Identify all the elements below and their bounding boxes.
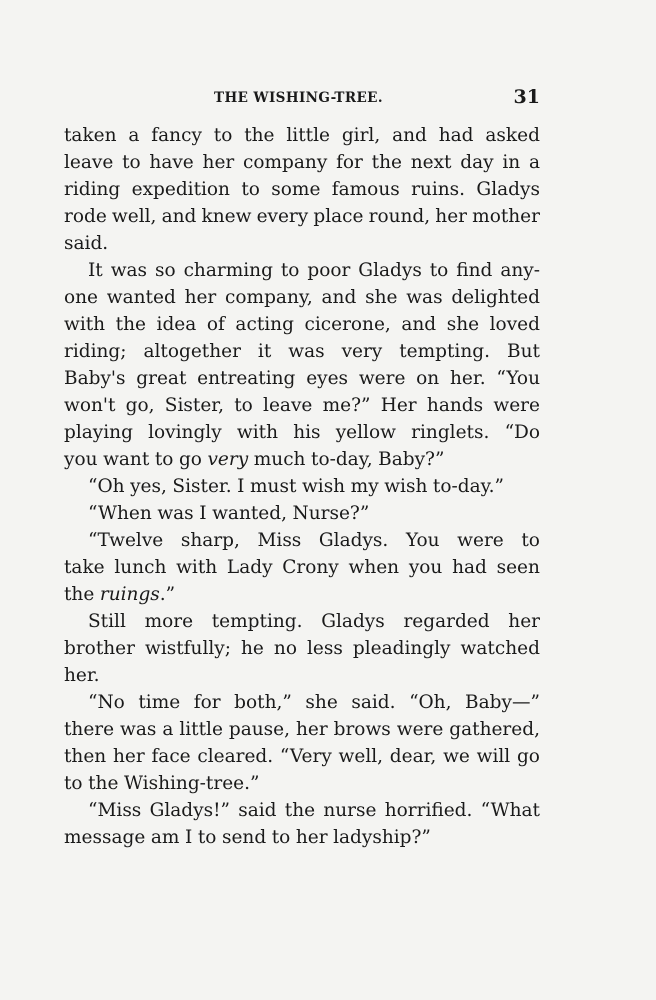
text-line: riding expedition to some famous ruins. Gladys	[64, 179, 540, 200]
text-line: taken a fancy to the little girl, and had asked	[64, 125, 540, 146]
text-line: said.	[64, 233, 109, 254]
text-line: the ruings.”	[64, 584, 176, 605]
text-line: riding; altogether it was very tempting. But	[64, 341, 540, 362]
text-line: leave to have her company for the next day in a	[64, 152, 540, 173]
text-line: “When was I wanted, Nurse?”	[88, 503, 370, 524]
text-line: there was a little pause, her brows were gathered,	[64, 719, 540, 740]
text-line: her.	[64, 665, 100, 686]
text-line: playing lovingly with his yellow ringlets. “Do	[64, 422, 540, 443]
text-line: It was so charming to poor Gladys to find any-	[88, 260, 540, 281]
text-line: Baby's great entreating eyes were on her. “You	[64, 368, 540, 389]
text-line: message am I to send to her ladyship?”	[64, 827, 431, 848]
body-text	[64, 122, 540, 851]
text-line: one wanted her company, and she was delighted	[64, 287, 540, 308]
text-line: you want to go very much to-day, Baby?”	[64, 449, 445, 470]
text-line: won't go, Sister, to leave me?” Her hands were	[64, 395, 540, 416]
text-line: take lunch with Lady Crony when you had seen	[64, 557, 540, 578]
text-line: “Miss Gladys!” said the nurse horrified. “What	[88, 800, 540, 821]
text-line: then her face cleared. “Very well, dear, we will go	[64, 746, 540, 767]
text-line: with the idea of acting cicerone, and she loved	[64, 314, 540, 335]
text-line: to the Wishing-tree.”	[64, 773, 260, 794]
text-line: “Oh yes, Sister. I must wish my wish to-day.”	[88, 476, 504, 497]
text-line: “No time for both,” she said. “Oh, Baby—”	[88, 692, 540, 713]
page-number: 31	[513, 86, 540, 108]
text-line: “Twelve sharp, Miss Gladys. You were to	[88, 530, 540, 551]
running-header	[64, 86, 540, 112]
text-line: brother wistfully; he no less pleadingly watched	[64, 638, 540, 659]
text-line: rode well, and knew every place round, her mother	[64, 206, 540, 227]
running-title: THE WISHING-TREE.	[214, 90, 383, 106]
text-line: Still more tempting. Gladys regarded her	[88, 611, 540, 632]
